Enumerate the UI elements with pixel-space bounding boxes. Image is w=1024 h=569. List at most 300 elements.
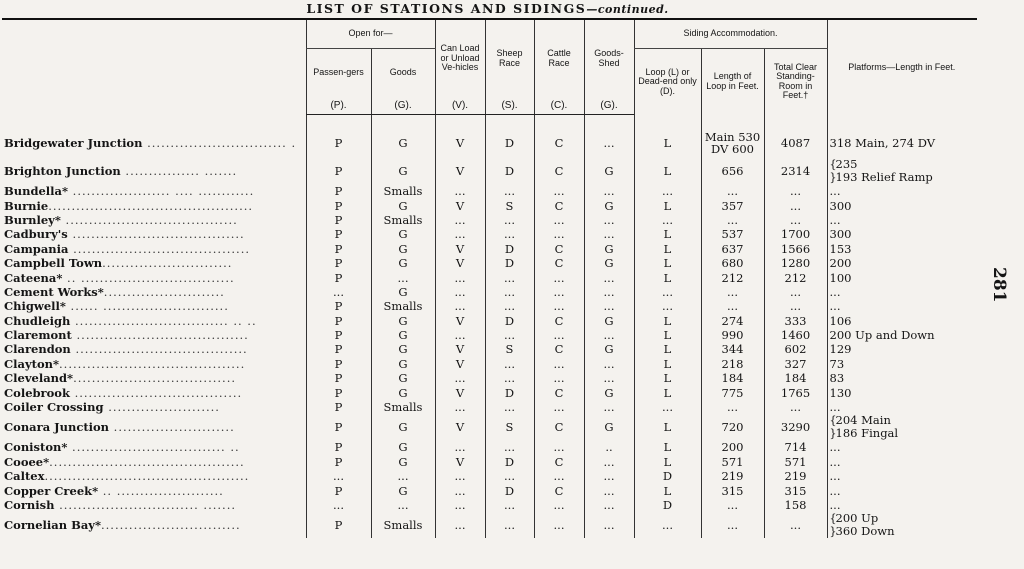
goods-shed-cell: ... xyxy=(584,469,634,483)
leader-dots: ..................... .... ............ xyxy=(68,184,255,199)
leader-dots: ............................................ xyxy=(44,469,250,484)
table-row xyxy=(0,414,976,440)
length-cell: 775 xyxy=(701,385,764,399)
station-name: Campania xyxy=(4,241,69,256)
goods-shed-cell: G xyxy=(584,198,634,212)
station-name-cell xyxy=(0,270,306,284)
table-row xyxy=(0,385,976,399)
length-cell: ... xyxy=(701,498,764,512)
station-name: Coniston* xyxy=(4,440,68,455)
table-body xyxy=(0,115,976,539)
leader-dots: ..................................... xyxy=(71,328,249,343)
station-name: Clayton* xyxy=(4,356,60,371)
vehicles-cell: ... xyxy=(435,184,485,198)
total-cell: 714 xyxy=(764,440,827,454)
table-row xyxy=(0,227,976,241)
length-cell: 212 xyxy=(701,270,764,284)
total-cell: 158 xyxy=(764,498,827,512)
total-cell: 571 xyxy=(764,455,827,469)
code-gs: (G). xyxy=(584,97,634,115)
loop-cell: L xyxy=(634,483,701,497)
goods-cell: Smalls xyxy=(371,512,435,538)
leader-dots: ................ ....... xyxy=(120,164,238,178)
goods-shed-cell: G xyxy=(584,414,634,440)
sheep-race-header: Sheep Race xyxy=(485,20,534,97)
length-cell: ... xyxy=(701,213,764,227)
total-cell: 1280 xyxy=(764,256,827,270)
goods-cell: G xyxy=(371,158,435,184)
station-name-cell xyxy=(0,512,306,538)
loop-cell: L xyxy=(634,455,701,469)
station-name-cell xyxy=(0,198,306,212)
loop-cell: L xyxy=(634,314,701,328)
goods-shed-cell: .. xyxy=(584,440,634,454)
platforms-cell: ... xyxy=(827,213,976,227)
cattle-cell: ... xyxy=(534,469,584,483)
goods-cell: G xyxy=(371,440,435,454)
sheep-cell: D xyxy=(485,314,534,328)
leader-dots: .. ................................. xyxy=(62,270,235,285)
length-cell xyxy=(701,127,764,158)
platforms-cell: 106 xyxy=(827,314,976,328)
leader-dots: .......................... xyxy=(109,420,235,435)
page-number: 281 xyxy=(989,267,1009,303)
vehicles-cell: ... xyxy=(435,469,485,483)
loop-cell: L xyxy=(634,371,701,385)
station-name-cell xyxy=(0,314,306,328)
platforms-cell: 200 Up and Down xyxy=(827,328,976,342)
platform-line-2 xyxy=(830,427,975,440)
vehicles-cell: ... xyxy=(435,227,485,241)
platforms-cell: 318 Main, 274 DV xyxy=(827,127,976,158)
sheep-cell: ... xyxy=(485,371,534,385)
sheep-cell: D xyxy=(485,385,534,399)
goods-cell: Smalls xyxy=(371,299,435,313)
passengers-cell: P xyxy=(306,242,371,256)
station-name-cell xyxy=(0,127,306,158)
passengers-cell: P xyxy=(306,483,371,497)
passengers-cell: P xyxy=(306,127,371,158)
station-name-cell xyxy=(0,227,306,241)
cattle-cell: C xyxy=(534,483,584,497)
passengers-cell: P xyxy=(306,213,371,227)
total-cell: ... xyxy=(764,299,827,313)
cattle-cell: C xyxy=(534,242,584,256)
passengers-cell: P xyxy=(306,270,371,284)
cattle-cell: ... xyxy=(534,299,584,313)
table-row xyxy=(0,469,976,483)
brace-icon: { xyxy=(829,414,837,428)
leader-dots: ................................... xyxy=(73,371,237,386)
sheep-cell: ... xyxy=(485,285,534,299)
total-cell: 2314 xyxy=(764,158,827,184)
table-row xyxy=(0,400,976,414)
table-row xyxy=(0,158,976,184)
vehicles-cell: ... xyxy=(435,498,485,512)
loop-cell: D xyxy=(634,498,701,512)
length-cell: ... xyxy=(701,299,764,313)
code-c: (C). xyxy=(534,97,584,115)
passengers-cell: P xyxy=(306,371,371,385)
goods-shed-cell: ... xyxy=(584,455,634,469)
cattle-cell: C xyxy=(534,198,584,212)
station-name: Cornelian Bay* xyxy=(4,518,101,533)
cattle-cell: ... xyxy=(534,227,584,241)
platforms-cell: ... xyxy=(827,184,976,198)
platforms-cell: 153 xyxy=(827,242,976,256)
total-cell: 212 xyxy=(764,270,827,284)
cattle-cell: ... xyxy=(534,328,584,342)
goods-cell: G xyxy=(371,483,435,497)
goods-cell: G xyxy=(371,198,435,212)
sheep-cell: ... xyxy=(485,469,534,483)
length-loop-header: Length of Loop in Feet. xyxy=(701,49,764,115)
cattle-cell: ... xyxy=(534,285,584,299)
station-name: Claremont xyxy=(4,328,72,343)
platforms-cell: ... xyxy=(827,469,976,483)
station-name-cell xyxy=(0,357,306,371)
table-row xyxy=(0,440,976,454)
sheep-cell: ... xyxy=(485,184,534,198)
sheep-cell: ... xyxy=(485,213,534,227)
loop-header-text: Loop (L) or Dead-end only (D). xyxy=(638,66,697,96)
platforms-cell: ... xyxy=(827,498,976,512)
length-cell: ... xyxy=(701,285,764,299)
total-clear-header: Total Clear Standing-Room in Feet.† xyxy=(764,49,827,115)
code-s: (S). xyxy=(485,97,534,115)
loop-header xyxy=(634,49,701,115)
cattle-cell: C xyxy=(534,127,584,158)
platforms-cell: 300 xyxy=(827,227,976,241)
leader-dots: ............................ xyxy=(102,256,233,271)
passengers-cell: P xyxy=(306,314,371,328)
station-name-cell xyxy=(0,285,306,299)
table-row xyxy=(0,285,976,299)
station-name: Bundella* xyxy=(4,184,69,199)
leader-dots: .............................. ....... xyxy=(54,498,237,512)
loop-cell: L xyxy=(634,127,701,158)
table-row xyxy=(0,371,976,385)
goods-shed-cell: ... xyxy=(584,184,634,198)
vehicles-cell: V xyxy=(435,357,485,371)
passengers-cell: P xyxy=(306,455,371,469)
loop-cell: L xyxy=(634,227,701,241)
leader-dots: ........................................ xyxy=(59,356,246,371)
length-cell: 637 xyxy=(701,242,764,256)
sheep-cell: D xyxy=(485,483,534,497)
length-cell: 200 xyxy=(701,440,764,454)
station-name: Colebrook xyxy=(4,385,70,400)
length-cell: 315 xyxy=(701,483,764,497)
vehicles-cell: ... xyxy=(435,512,485,538)
goods-cell: G xyxy=(371,256,435,270)
loop-cell: L xyxy=(634,242,701,256)
loop-cell: ... xyxy=(634,512,701,538)
leader-dots: .................................... xyxy=(69,385,243,400)
passengers-cell: ... xyxy=(306,469,371,483)
table-row xyxy=(0,270,976,284)
goods-shed-cell: G xyxy=(584,242,634,256)
vehicles-cell: ... xyxy=(435,285,485,299)
loop-cell: L xyxy=(634,440,701,454)
total-cell: ... xyxy=(764,400,827,414)
passengers-cell: P xyxy=(306,184,371,198)
station-name-cell xyxy=(0,158,306,184)
sheep-cell: S xyxy=(485,198,534,212)
goods-cell: Smalls xyxy=(371,184,435,198)
title-continued: —continued. xyxy=(586,3,669,16)
vehicles-cell: ... xyxy=(435,213,485,227)
platforms-cell xyxy=(827,414,976,440)
station-name: Cadbury's xyxy=(4,227,68,242)
station-name: Copper Creek* xyxy=(4,483,99,498)
passengers-cell: P xyxy=(306,357,371,371)
sheep-cell: ... xyxy=(485,440,534,454)
platforms-cell: ... xyxy=(827,400,976,414)
station-name-cell xyxy=(0,455,306,469)
station-name: Cornish xyxy=(4,498,55,512)
total-cell: ... xyxy=(764,285,827,299)
loop-cell: L xyxy=(634,414,701,440)
can-load-header: Can Load or Unload Ve-hicles xyxy=(435,20,485,97)
station-name: Burnley* xyxy=(4,212,61,227)
total-cell: 3290 xyxy=(764,414,827,440)
table-row xyxy=(0,512,976,538)
vehicles-cell: ... xyxy=(435,400,485,414)
length-cell: 571 xyxy=(701,455,764,469)
total-cell: ... xyxy=(764,213,827,227)
platforms-cell: 83 xyxy=(827,371,976,385)
loop-cell: ... xyxy=(634,400,701,414)
station-name-cell xyxy=(0,328,306,342)
goods-shed-cell: ... xyxy=(584,371,634,385)
total-cell: 184 xyxy=(764,371,827,385)
cattle-cell: ... xyxy=(534,498,584,512)
length-cell: 680 xyxy=(701,256,764,270)
goods-cell: ... xyxy=(371,270,435,284)
page-title xyxy=(0,0,975,18)
table-row xyxy=(0,498,976,512)
table-row xyxy=(0,483,976,497)
table-row xyxy=(0,455,976,469)
total-cell: 1700 xyxy=(764,227,827,241)
passengers-cell: P xyxy=(306,256,371,270)
platforms-cell: ... xyxy=(827,299,976,313)
total-cell: 1765 xyxy=(764,385,827,399)
length-line-1: Main 530 xyxy=(704,129,761,144)
station-name: Cooee* xyxy=(4,454,50,469)
passengers-cell: ... xyxy=(306,498,371,512)
vehicles-cell: ... xyxy=(435,371,485,385)
station-name: Chudleigh xyxy=(4,313,71,328)
total-cell: 4087 xyxy=(764,127,827,158)
station-name: Cement Works* xyxy=(4,284,104,299)
brace-icon: { xyxy=(829,512,837,526)
station-name: Conara Junction xyxy=(4,420,110,435)
goods-cell: ... xyxy=(371,469,435,483)
leader-dots: ..................................... xyxy=(60,212,238,227)
table-row xyxy=(0,357,976,371)
station-name-cell xyxy=(0,242,306,256)
platform-text-1: 200 Up xyxy=(835,512,879,526)
passengers-cell: P xyxy=(306,198,371,212)
cattle-cell: C xyxy=(534,342,584,356)
goods-shed-cell: ... xyxy=(584,483,634,497)
goods-shed-cell: ... xyxy=(584,127,634,158)
goods-cell: G xyxy=(371,314,435,328)
sheep-cell: ... xyxy=(485,227,534,241)
platforms-cell: ... xyxy=(827,285,976,299)
table-row xyxy=(0,256,976,270)
cattle-cell: ... xyxy=(534,400,584,414)
total-cell: 315 xyxy=(764,483,827,497)
passengers-cell: P xyxy=(306,328,371,342)
station-name-cell xyxy=(0,440,306,454)
leader-dots: ............................................ xyxy=(48,198,254,213)
station-name-cell xyxy=(0,498,306,512)
total-cell: 327 xyxy=(764,357,827,371)
passengers-cell: P xyxy=(306,414,371,440)
length-cell: 218 xyxy=(701,357,764,371)
station-name: Cateena* xyxy=(4,270,63,285)
cattle-cell: C xyxy=(534,455,584,469)
table-row xyxy=(0,184,976,198)
platforms-cell: 100 xyxy=(827,270,976,284)
platforms-cell: ... xyxy=(827,483,976,497)
station-name: Coiler Crossing xyxy=(4,400,104,415)
station-name: Chigwell* xyxy=(4,299,66,314)
sheep-cell: ... xyxy=(485,400,534,414)
table-row xyxy=(0,314,976,328)
vehicles-cell: V xyxy=(435,414,485,440)
passengers-cell: ... xyxy=(306,285,371,299)
loop-cell: L xyxy=(634,270,701,284)
total-cell: 1566 xyxy=(764,242,827,256)
leader-dots: ........................ xyxy=(103,400,220,415)
cattle-cell: ... xyxy=(534,371,584,385)
total-cell: ... xyxy=(764,512,827,538)
table-row xyxy=(0,127,976,158)
passengers-cell: P xyxy=(306,342,371,356)
sheep-cell: ... xyxy=(485,512,534,538)
length-cell: 219 xyxy=(701,469,764,483)
table-row xyxy=(0,299,976,313)
goods-shed-cell: ... xyxy=(584,357,634,371)
platform-text-2: 193 Relief Ramp xyxy=(835,170,933,184)
goods-cell: G xyxy=(371,414,435,440)
vehicles-cell: V xyxy=(435,242,485,256)
platforms-cell xyxy=(827,158,976,184)
loop-cell: ... xyxy=(634,184,701,198)
platforms-cell: 300 xyxy=(827,198,976,212)
vehicles-cell: V xyxy=(435,256,485,270)
vehicles-cell: V xyxy=(435,385,485,399)
vehicles-cell: V xyxy=(435,314,485,328)
length-cell: 537 xyxy=(701,227,764,241)
loop-cell: D xyxy=(634,469,701,483)
platform-line-2 xyxy=(830,171,975,184)
sheep-cell: D xyxy=(485,455,534,469)
station-name-cell xyxy=(0,414,306,440)
station-name-cell xyxy=(0,483,306,497)
goods-cell: G xyxy=(371,127,435,158)
vehicles-cell: V xyxy=(435,198,485,212)
sheep-cell: ... xyxy=(485,270,534,284)
goods-cell: G xyxy=(371,455,435,469)
platform-text-2: 186 Fingal xyxy=(835,426,899,441)
leader-dots: .. ....................... xyxy=(98,483,224,498)
stations-table xyxy=(0,20,976,538)
goods-shed-cell: ... xyxy=(584,328,634,342)
goods-cell: G xyxy=(371,328,435,342)
cattle-cell: ... xyxy=(534,213,584,227)
table-row xyxy=(0,242,976,256)
leader-dots: ..................................... xyxy=(70,342,248,357)
goods-shed-cell: ... xyxy=(584,400,634,414)
platform-text-1: 235 xyxy=(835,158,858,171)
table-row xyxy=(0,213,976,227)
goods-cell: G xyxy=(371,227,435,241)
loop-cell: L xyxy=(634,357,701,371)
code-g: (G). xyxy=(371,97,435,115)
goods-shed-cell: ... xyxy=(584,498,634,512)
cattle-cell: C xyxy=(534,158,584,184)
brace-icon: } xyxy=(829,525,837,539)
station-name-cell xyxy=(0,256,306,270)
vehicles-cell: ... xyxy=(435,483,485,497)
loop-cell: L xyxy=(634,198,701,212)
goods-cell: G xyxy=(371,371,435,385)
sheep-cell: S xyxy=(485,342,534,356)
station-name: Caltex xyxy=(4,469,45,484)
loop-cell: ... xyxy=(634,299,701,313)
goods-cell: G xyxy=(371,242,435,256)
leader-dots: .......................... xyxy=(103,284,225,299)
length-line-2: DV 600 xyxy=(711,141,754,156)
table-row xyxy=(0,198,976,212)
cattle-cell: ... xyxy=(534,512,584,538)
passengers-cell: P xyxy=(306,385,371,399)
platforms-cell: ... xyxy=(827,455,976,469)
platforms-header: Platforms—Length in Feet. xyxy=(827,20,976,115)
sheep-cell: D xyxy=(485,242,534,256)
passengers-cell: P xyxy=(306,440,371,454)
goods-shed-header: Goods-Shed xyxy=(584,20,634,97)
station-name-cell xyxy=(0,184,306,198)
loop-cell: L xyxy=(634,256,701,270)
goods-shed-cell: G xyxy=(584,314,634,328)
sheep-cell: D xyxy=(485,256,534,270)
passengers-cell: P xyxy=(306,400,371,414)
length-cell: ... xyxy=(701,512,764,538)
sheep-cell: D xyxy=(485,158,534,184)
station-name: Brighton Junction xyxy=(4,164,121,178)
goods-cell: G xyxy=(371,342,435,356)
sheep-cell: ... xyxy=(485,357,534,371)
station-name-cell xyxy=(0,400,306,414)
sheep-cell: ... xyxy=(485,328,534,342)
station-name: Cleveland* xyxy=(4,371,74,386)
length-cell: 184 xyxy=(701,371,764,385)
passengers-header: Passen-gers xyxy=(306,49,371,98)
goods-shed-cell: G xyxy=(584,158,634,184)
platform-text-2: 360 Down xyxy=(835,524,895,539)
length-cell: 990 xyxy=(701,328,764,342)
leader-dots: ................................. .. .. xyxy=(70,313,257,328)
sheep-cell: D xyxy=(485,127,534,158)
vehicles-cell: V xyxy=(435,158,485,184)
cattle-cell: C xyxy=(534,314,584,328)
